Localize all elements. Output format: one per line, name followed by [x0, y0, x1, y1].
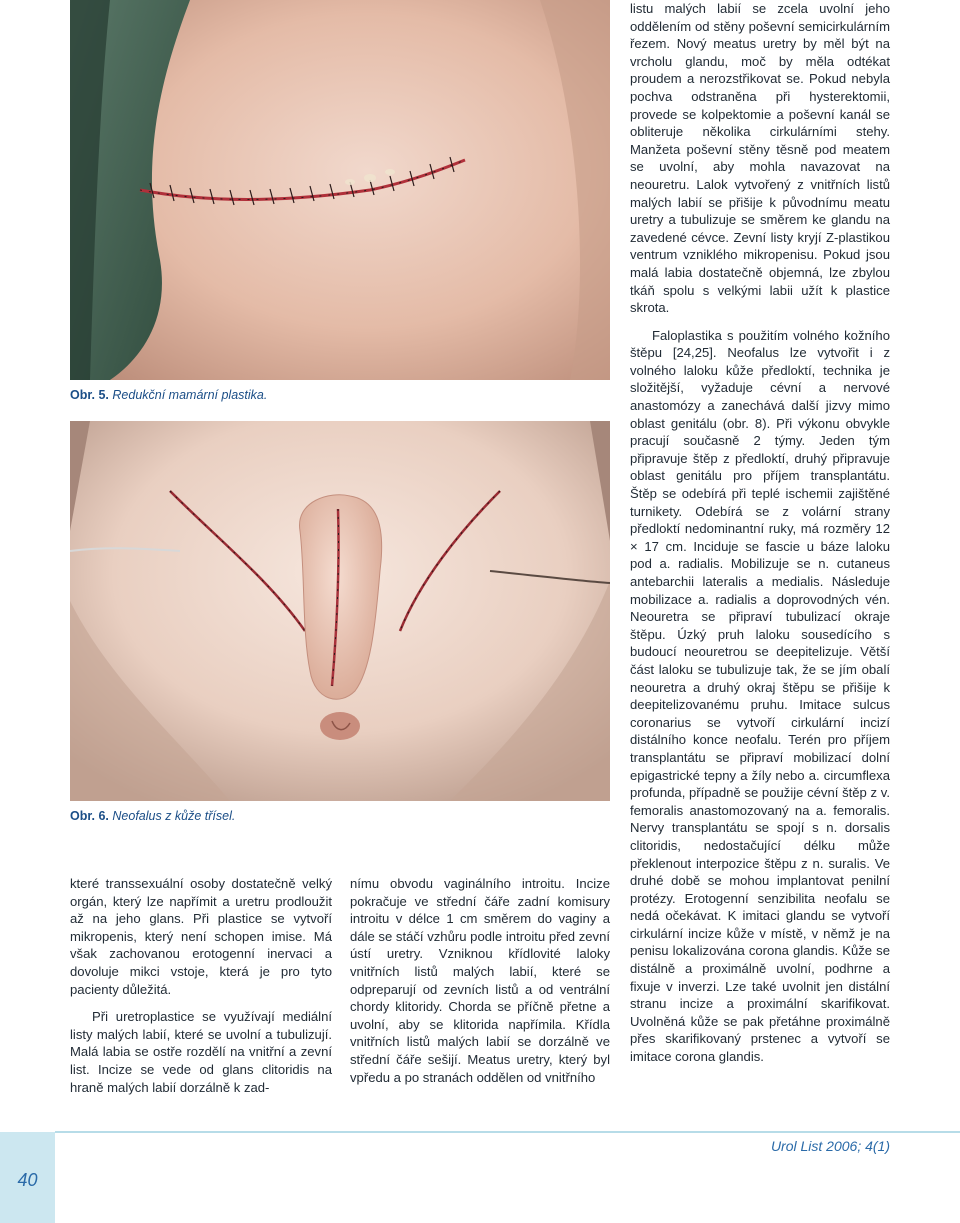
figure-5-photo	[70, 0, 610, 380]
footer-divider	[55, 1131, 960, 1133]
figure-6-caption	[70, 809, 235, 823]
paragraph: listu malých labií se zcela uvolní jeho oddělením od stěny poševní semicirkulárním řezem. Nový meatus uretry by měl být na vrcholu glandu, moč by měla odtékat proudem a nerozstřikovat se. Pokud nebyla pochva odstraněna při hysterektomii, provede se kolpektomie a poševní kanál se obliteruje několika cirkulárními stehy. Manžeta poševní stěny těsně pod meatem se uvolní, aby mohla navazovat na neouretru. Lalok vytvořený z vnitřních listů malých labií se přišije k původnímu meatu uretry a tubulizuje se směrem ke glandu na zavedené cévce. Zevní listy kryjí Z-plastikou ventrum vzniklého mikropenisu. Pokud jsou malá labia dostatečně objemná, lze zbylou tkáň spolu s velkými labii užít k plastice skrota.	[630, 1, 890, 316]
figure-6-caption-text: Neofalus z kůže třísel.	[112, 809, 236, 823]
figure-6-number: Obr. 6.	[70, 809, 109, 823]
paragraph: nímu obvodu vaginálního introitu. Incize pokračuje ve střední čáře zadní komisury introitu v délce 1 cm směrem do vaginy a dále se stáčí vzhůru podle introitu před zevní ústí uretry. Vzniknou křídlovité laloky vnitřních listů malých labií, které se odpreparují od zevních listů a od ventrální chordy klitoridy. Chorda se příčně přetne a uvolní, aby se klitorida napřímila. Křídla vnitřních listů malých labií se dorzálně ve střední čáře sešijí. Meatus uretry, který byl vpředu a po stranách oddělen od vnitřního	[350, 876, 610, 1085]
figure-5-caption	[70, 388, 267, 402]
paragraph: Faloplastika s použitím volného kožního štěpu [24,25]. Neofalus lze vytvořit i z volného laloku kůže předloktí, technika je složitější, vyžaduje cévní a nervové anastomózy a zanechává další jizvy mimo oblast genitálu (obr. 8). Při výkonu obvykle pracují současně 2 týmy. Jeden tým připravuje štěp z předloktí, druhý připravuje oblast genitálu pro příjem transplantátu. Štěp se odebírá při teplé ischemii zajištěné turnikety. Odebírá se z volární strany předloktí nedominantní ruky, má rozměry 12 × 17 cm. Inciduje se fascie u báze laloku pod a. radialis. Mobilizuje se n. cutaneus antebarchii lateralis a medialis. Následuje mobilizace a. radialis a doprovodných vén. Neouretra se připraví tubulizací okraje štěpu. Úzký pruh laloku sousedícího s budoucí neouretrou se deepitelizuje. Větší část laloku se tubulizuje tak, že se jím obalí neouretra a druhý okraj štěpu se přišije k deepitelizovanému pruhu. Imitace sulcus coronarius se vytvoří cirkulární incizí distálního konce neofalu. Terén pro příjem transplantátu se připraví mobilizací dolní epigastrické tepny a žíly nebo a. circumflexa profunda, případně se použije cévní štěp z v. femoralis anastomozovaný na a. femoralis. Nervy transplantátu se spojí s n. dorsalis clitoridis, nedostačující délku může překlenout interpozice štěpu z n. suralis. Ve druhé době se mohou implantovat penilní protézy. Erotogenní senzibilita neofalu se nedá očekávat. K imitaci glandu se vytvoří cirkulární incize kůže v místě, v němž je na penisu lokalizována corona glandis. Kůže se distálně a proximálně uvolní, podhrne a fixuje v inverzi. Lze také uvolnit jen distální stranu incize a proximální skarifikovat. Uvolněná kůže se pak přetáhne proximálně přes skarifikovaný prstenec a vytvoří se imitace corona glandis.	[630, 327, 890, 1065]
paragraph: které transsexuální osoby dostatečně velký orgán, který lze napřímit a uretru prodloužit až na jeho glans. Při plastice se vytvoří mikropenis, který není schopen imise. Má však zachovanou erotogenní inervaci a dovoluje mikci vstoje, která je pro tyto pacienty důležitá.	[70, 876, 332, 997]
journal-citation: Urol List 2006; 4(1)	[770, 1138, 890, 1154]
page-number: 40	[17, 1170, 38, 1190]
text-column-1	[70, 875, 332, 1096]
figure-5-caption-text: Redukční mamární plastika.	[112, 388, 268, 402]
figure-6-photo	[70, 421, 610, 801]
paragraph: Při uretroplastice se využívají mediální listy malých labií, které se uvolní a tubulizují. Malá labia se ostře rozdělí na vnitřní a zevní list. Incize se vede od glans clitoridis na hraně malých labií dorzálně k zad-	[70, 1009, 332, 1095]
text-column-3	[630, 0, 890, 1066]
figure-5-illustration	[70, 0, 610, 380]
text-column-2	[350, 875, 610, 1086]
figure-6-illustration	[70, 421, 610, 801]
figure-5-number: Obr. 5.	[70, 388, 109, 402]
